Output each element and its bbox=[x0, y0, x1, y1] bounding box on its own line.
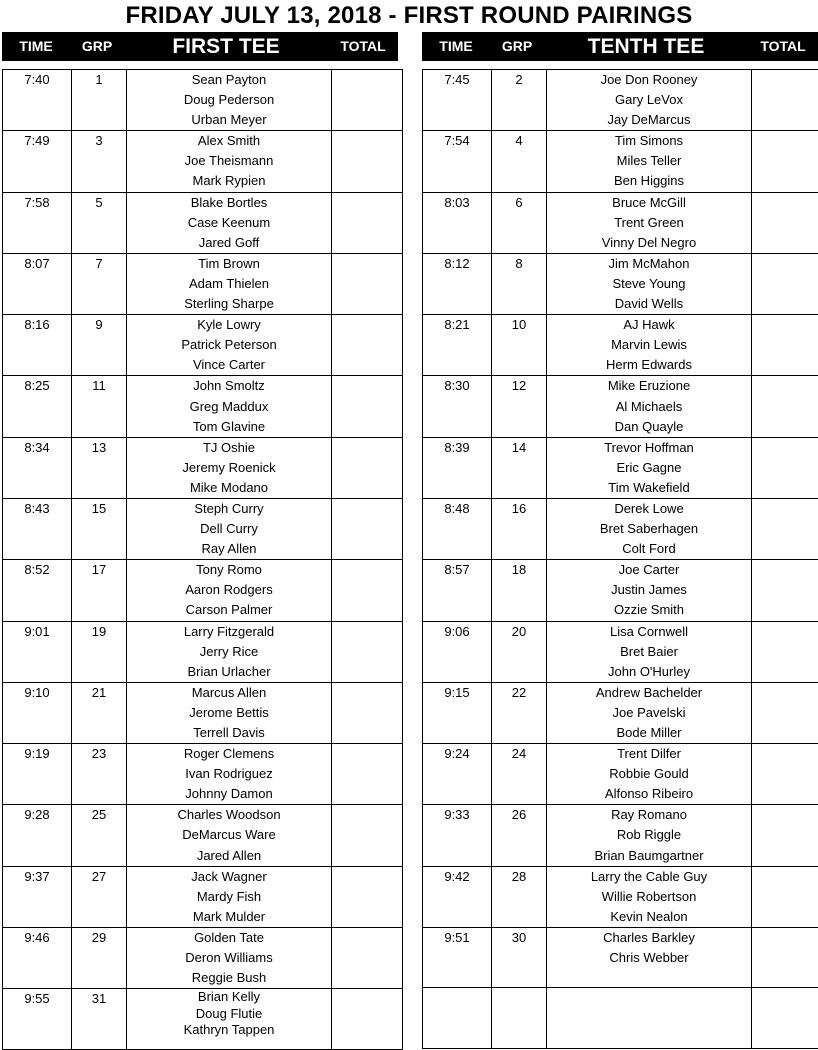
players-cell bbox=[127, 131, 332, 192]
group-number-cell: 24 bbox=[492, 744, 547, 805]
player-name: Brian Baumgartner bbox=[547, 846, 751, 866]
group-number-cell: 30 bbox=[492, 927, 547, 987]
total-score-cell bbox=[332, 621, 403, 682]
player-name: Golden Tate bbox=[127, 928, 331, 948]
first-tee-panel bbox=[2, 32, 398, 61]
table-row bbox=[423, 560, 818, 621]
player-name: David Wells bbox=[547, 294, 751, 314]
total-score-cell bbox=[752, 621, 818, 682]
tee-time-cell: 9:51 bbox=[423, 927, 492, 987]
player-name: Larry Fitzgerald bbox=[127, 622, 331, 642]
total-score-cell bbox=[332, 192, 403, 253]
table-row bbox=[423, 988, 818, 1048]
player-name: Patrick Peterson bbox=[127, 335, 331, 355]
player-name: Greg Maddux bbox=[127, 397, 331, 417]
player-name: Sterling Sharpe bbox=[127, 294, 331, 314]
player-name: DeMarcus Ware bbox=[127, 825, 331, 845]
player-name: Alex Smith bbox=[127, 131, 331, 151]
tenth-tee-table bbox=[422, 69, 818, 1049]
group-number-cell: 12 bbox=[492, 376, 547, 437]
player-name: Jared Goff bbox=[127, 233, 331, 253]
total-score-cell bbox=[752, 682, 818, 743]
tee-time-cell: 9:24 bbox=[423, 744, 492, 805]
player-name: Larry the Cable Guy bbox=[547, 867, 751, 887]
players-cell bbox=[547, 376, 752, 437]
table-row bbox=[3, 253, 403, 314]
tee-time-cell: 9:19 bbox=[3, 744, 72, 805]
table-row bbox=[423, 70, 818, 131]
group-number-cell: 9 bbox=[72, 315, 127, 376]
tee-time-cell: 9:37 bbox=[3, 866, 72, 927]
total-score-cell bbox=[332, 682, 403, 743]
total-score-cell bbox=[752, 376, 818, 437]
table-row bbox=[423, 437, 818, 498]
tee-time-cell: 8:03 bbox=[423, 192, 492, 253]
group-column-header: GRP bbox=[70, 32, 124, 61]
players-cell bbox=[547, 988, 752, 1048]
group-number-cell: 7 bbox=[72, 253, 127, 314]
group-number-cell: 25 bbox=[72, 805, 127, 866]
player-name: Bret Baier bbox=[547, 642, 751, 662]
players-cell bbox=[127, 927, 332, 988]
table-row bbox=[3, 315, 403, 376]
player-name: Alfonso Ribeiro bbox=[547, 784, 751, 804]
player-name: Trent Dilfer bbox=[547, 744, 751, 764]
tee-time-cell bbox=[423, 988, 492, 1048]
group-number-cell: 29 bbox=[72, 927, 127, 988]
total-score-cell bbox=[752, 315, 818, 376]
group-number-cell: 6 bbox=[492, 192, 547, 253]
tee-time-cell: 8:39 bbox=[423, 437, 492, 498]
player-name: Kathryn Tappen bbox=[127, 1022, 331, 1039]
table-row bbox=[423, 498, 818, 559]
player-name: Doug Flutie bbox=[127, 1006, 331, 1023]
player-name: Rob Riggle bbox=[547, 825, 751, 845]
total-score-cell bbox=[332, 253, 403, 314]
player-name: Chris Webber bbox=[547, 948, 751, 968]
group-number-cell: 11 bbox=[72, 376, 127, 437]
table-row bbox=[423, 682, 818, 743]
player-name: Herm Edwards bbox=[547, 355, 751, 375]
player-name: Gary LeVox bbox=[547, 90, 751, 110]
player-name: Tim Simons bbox=[547, 131, 751, 151]
player-name: AJ Hawk bbox=[547, 315, 751, 335]
player-name: Mike Eruzione bbox=[547, 376, 751, 396]
tee-time-cell: 9:46 bbox=[3, 927, 72, 988]
group-number-cell: 21 bbox=[72, 682, 127, 743]
players-cell bbox=[547, 682, 752, 743]
player-name: John Smoltz bbox=[127, 376, 331, 396]
player-name: Case Keenum bbox=[127, 213, 331, 233]
player-name: Aaron Rodgers bbox=[127, 580, 331, 600]
table-row bbox=[3, 866, 403, 927]
tee-time-cell: 9:42 bbox=[423, 866, 492, 927]
player-name: Marvin Lewis bbox=[547, 335, 751, 355]
table-row bbox=[3, 560, 403, 621]
table-row bbox=[423, 866, 818, 927]
player-name: Joe Theismann bbox=[127, 151, 331, 171]
player-name: Ozzie Smith bbox=[547, 600, 751, 620]
table-row bbox=[3, 744, 403, 805]
tee-time-cell: 9:10 bbox=[3, 682, 72, 743]
player-name: TJ Oshie bbox=[127, 438, 331, 458]
first-tee-heading: FIRST TEE bbox=[124, 32, 328, 61]
players-cell bbox=[547, 560, 752, 621]
group-number-cell: 26 bbox=[492, 805, 547, 866]
players-cell bbox=[127, 253, 332, 314]
group-number-cell: 10 bbox=[492, 315, 547, 376]
player-name: Brian Urlacher bbox=[127, 662, 331, 682]
table-row bbox=[423, 805, 818, 866]
player-name: Joe Carter bbox=[547, 560, 751, 580]
player-name: Tony Romo bbox=[127, 560, 331, 580]
players-cell bbox=[127, 376, 332, 437]
player-name: Jack Wagner bbox=[127, 867, 331, 887]
group-number-cell bbox=[492, 988, 547, 1048]
tee-time-cell: 8:16 bbox=[3, 315, 72, 376]
players-cell bbox=[547, 315, 752, 376]
players-cell bbox=[127, 498, 332, 559]
table-row bbox=[423, 192, 818, 253]
total-score-cell bbox=[332, 498, 403, 559]
tee-time-cell: 7:58 bbox=[3, 192, 72, 253]
total-score-cell bbox=[752, 560, 818, 621]
player-name: Deron Williams bbox=[127, 948, 331, 968]
table-row bbox=[423, 315, 818, 376]
total-score-cell bbox=[752, 253, 818, 314]
players-cell bbox=[547, 131, 752, 192]
tee-time-cell: 7:54 bbox=[423, 131, 492, 192]
player-name: Roger Clemens bbox=[127, 744, 331, 764]
player-name: Kevin Nealon bbox=[547, 907, 751, 927]
table-row bbox=[3, 192, 403, 253]
total-score-cell bbox=[332, 560, 403, 621]
players-cell bbox=[127, 805, 332, 866]
total-score-cell bbox=[752, 437, 818, 498]
table-row bbox=[423, 131, 818, 192]
total-score-cell bbox=[752, 805, 818, 866]
table-row bbox=[3, 437, 403, 498]
player-name: Trent Green bbox=[547, 213, 751, 233]
group-number-cell: 3 bbox=[72, 131, 127, 192]
player-name: Mardy Fish bbox=[127, 887, 331, 907]
player-name: Joe Pavelski bbox=[547, 703, 751, 723]
players-cell bbox=[127, 560, 332, 621]
group-number-cell: 18 bbox=[492, 560, 547, 621]
tee-time-cell: 8:34 bbox=[3, 437, 72, 498]
tee-time-cell: 7:45 bbox=[423, 70, 492, 131]
group-number-cell: 16 bbox=[492, 498, 547, 559]
tee-time-cell: 9:55 bbox=[3, 989, 72, 1049]
player-name: Ivan Rodriguez bbox=[127, 764, 331, 784]
players-cell bbox=[127, 192, 332, 253]
group-number-cell: 22 bbox=[492, 682, 547, 743]
total-score-cell bbox=[332, 315, 403, 376]
players-cell bbox=[547, 621, 752, 682]
tee-time-cell: 8:52 bbox=[3, 560, 72, 621]
player-name: Brian Kelly bbox=[127, 989, 331, 1006]
group-number-cell: 13 bbox=[72, 437, 127, 498]
tee-time-cell: 9:15 bbox=[423, 682, 492, 743]
tenth-tee-heading: TENTH TEE bbox=[544, 32, 748, 61]
tee-time-cell: 8:48 bbox=[423, 498, 492, 559]
group-number-cell: 14 bbox=[492, 437, 547, 498]
player-name: Jerry Rice bbox=[127, 642, 331, 662]
players-cell bbox=[547, 927, 752, 987]
table-row bbox=[423, 927, 818, 987]
player-name: Vince Carter bbox=[127, 355, 331, 375]
group-number-cell: 15 bbox=[72, 498, 127, 559]
tee-time-cell: 8:07 bbox=[3, 253, 72, 314]
total-score-cell bbox=[332, 376, 403, 437]
tee-time-cell: 8:25 bbox=[3, 376, 72, 437]
player-name: Adam Thielen bbox=[127, 274, 331, 294]
total-score-cell bbox=[332, 70, 403, 131]
tee-time-cell: 9:28 bbox=[3, 805, 72, 866]
total-score-cell bbox=[332, 989, 403, 1049]
table-row bbox=[3, 131, 403, 192]
time-column-header: TIME bbox=[422, 32, 490, 61]
tee-time-cell: 8:57 bbox=[423, 560, 492, 621]
group-number-cell: 2 bbox=[492, 70, 547, 131]
player-name: Al Michaels bbox=[547, 397, 751, 417]
page-title: FRIDAY JULY 13, 2018 - FIRST ROUND PAIRINGS bbox=[0, 2, 818, 30]
player-name: Ray Romano bbox=[547, 805, 751, 825]
table-row bbox=[423, 744, 818, 805]
player-name: Robbie Gould bbox=[547, 764, 751, 784]
group-number-cell: 27 bbox=[72, 866, 127, 927]
total-score-cell bbox=[332, 805, 403, 866]
players-cell bbox=[127, 866, 332, 927]
player-name: Blake Bortles bbox=[127, 193, 331, 213]
player-name: Doug Pederson bbox=[127, 90, 331, 110]
player-name: Tim Brown bbox=[127, 254, 331, 274]
player-name: Mike Modano bbox=[127, 478, 331, 498]
player-name: Jim McMahon bbox=[547, 254, 751, 274]
player-name: Justin James bbox=[547, 580, 751, 600]
players-cell bbox=[127, 989, 332, 1049]
total-score-cell bbox=[332, 437, 403, 498]
first-tee-table bbox=[2, 69, 403, 1050]
player-name: Mark Rypien bbox=[127, 171, 331, 191]
player-name: Vinny Del Negro bbox=[547, 233, 751, 253]
players-cell bbox=[547, 192, 752, 253]
tenth-tee-rows bbox=[423, 70, 818, 1049]
first-tee-rows bbox=[3, 70, 403, 1050]
table-row bbox=[423, 376, 818, 437]
player-name: Terrell Davis bbox=[127, 723, 331, 743]
tee-time-cell: 7:40 bbox=[3, 70, 72, 131]
tee-time-cell: 9:06 bbox=[423, 621, 492, 682]
player-name: Jared Allen bbox=[127, 846, 331, 866]
player-name: Andrew Bachelder bbox=[547, 683, 751, 703]
player-name: Carson Palmer bbox=[127, 600, 331, 620]
group-number-cell: 8 bbox=[492, 253, 547, 314]
total-score-cell bbox=[332, 866, 403, 927]
player-name: Jeremy Roenick bbox=[127, 458, 331, 478]
total-score-cell bbox=[752, 866, 818, 927]
total-score-cell bbox=[752, 131, 818, 192]
players-cell bbox=[547, 253, 752, 314]
table-row bbox=[3, 376, 403, 437]
player-name: Steph Curry bbox=[127, 499, 331, 519]
player-name: Trevor Hoffman bbox=[547, 438, 751, 458]
group-number-cell: 20 bbox=[492, 621, 547, 682]
total-score-cell bbox=[752, 927, 818, 987]
players-cell bbox=[127, 437, 332, 498]
group-number-cell: 4 bbox=[492, 131, 547, 192]
tee-time-cell: 9:01 bbox=[3, 621, 72, 682]
player-name: Johnny Damon bbox=[127, 784, 331, 804]
player-name: Tom Glavine bbox=[127, 417, 331, 437]
table-row bbox=[3, 989, 403, 1049]
table-row bbox=[423, 253, 818, 314]
player-name: Colt Ford bbox=[547, 539, 751, 559]
total-score-cell bbox=[332, 131, 403, 192]
player-name: Willie Robertson bbox=[547, 887, 751, 907]
player-name: Bode Miller bbox=[547, 723, 751, 743]
total-score-cell bbox=[752, 744, 818, 805]
players-cell bbox=[127, 744, 332, 805]
tee-time-cell: 8:30 bbox=[423, 376, 492, 437]
tee-time-cell: 8:43 bbox=[3, 498, 72, 559]
group-number-cell: 31 bbox=[72, 989, 127, 1049]
total-score-cell bbox=[752, 192, 818, 253]
time-column-header: TIME bbox=[2, 32, 70, 61]
player-name: Charles Woodson bbox=[127, 805, 331, 825]
total-score-cell bbox=[752, 498, 818, 559]
group-number-cell: 17 bbox=[72, 560, 127, 621]
player-name: Ray Allen bbox=[127, 539, 331, 559]
first-tee-header bbox=[2, 32, 398, 61]
tenth-tee-header bbox=[422, 32, 818, 61]
players-cell bbox=[547, 70, 752, 131]
players-cell bbox=[547, 805, 752, 866]
players-cell bbox=[127, 682, 332, 743]
players-cell bbox=[127, 621, 332, 682]
player-name: Joe Don Rooney bbox=[547, 70, 751, 90]
total-column-header: TOTAL bbox=[328, 32, 398, 61]
player-name: Dell Curry bbox=[127, 519, 331, 539]
table-row bbox=[3, 682, 403, 743]
total-score-cell bbox=[752, 70, 818, 131]
player-name: Sean Payton bbox=[127, 70, 331, 90]
player-name: Kyle Lowry bbox=[127, 315, 331, 335]
player-name: Tim Wakefield bbox=[547, 478, 751, 498]
player-name: Marcus Allen bbox=[127, 683, 331, 703]
tenth-tee-panel bbox=[422, 32, 818, 61]
player-name: Lisa Cornwell bbox=[547, 622, 751, 642]
group-number-cell: 1 bbox=[72, 70, 127, 131]
total-score-cell bbox=[332, 927, 403, 988]
player-name: John O'Hurley bbox=[547, 662, 751, 682]
tee-time-cell: 8:12 bbox=[423, 253, 492, 314]
player-name: Mark Mulder bbox=[127, 907, 331, 927]
players-cell bbox=[547, 498, 752, 559]
players-cell bbox=[547, 866, 752, 927]
player-name: Ben Higgins bbox=[547, 171, 751, 191]
group-number-cell: 23 bbox=[72, 744, 127, 805]
tee-time-cell: 9:33 bbox=[423, 805, 492, 866]
table-row bbox=[3, 621, 403, 682]
table-row bbox=[3, 498, 403, 559]
players-cell bbox=[547, 437, 752, 498]
group-number-cell: 28 bbox=[492, 866, 547, 927]
tee-time-cell: 7:49 bbox=[3, 131, 72, 192]
player-name: Steve Young bbox=[547, 274, 751, 294]
tee-time-cell: 8:21 bbox=[423, 315, 492, 376]
player-name: Jerome Bettis bbox=[127, 703, 331, 723]
player-name: Miles Teller bbox=[547, 151, 751, 171]
player-name: Derek Lowe bbox=[547, 499, 751, 519]
player-name: Dan Quayle bbox=[547, 417, 751, 437]
total-score-cell bbox=[752, 988, 818, 1048]
group-column-header: GRP bbox=[490, 32, 544, 61]
players-cell bbox=[127, 70, 332, 131]
player-name: Urban Meyer bbox=[127, 110, 331, 130]
player-name: Jay DeMarcus bbox=[547, 110, 751, 130]
table-row bbox=[3, 70, 403, 131]
player-name: Reggie Bush bbox=[127, 968, 331, 988]
player-name: Bret Saberhagen bbox=[547, 519, 751, 539]
table-row bbox=[423, 621, 818, 682]
group-number-cell: 5 bbox=[72, 192, 127, 253]
players-cell bbox=[547, 744, 752, 805]
player-name: Eric Gagne bbox=[547, 458, 751, 478]
total-column-header: TOTAL bbox=[748, 32, 818, 61]
total-score-cell bbox=[332, 744, 403, 805]
group-number-cell: 19 bbox=[72, 621, 127, 682]
player-name: Bruce McGill bbox=[547, 193, 751, 213]
table-row bbox=[3, 805, 403, 866]
player-name: Charles Barkley bbox=[547, 928, 751, 948]
table-row bbox=[3, 927, 403, 988]
players-cell bbox=[127, 315, 332, 376]
